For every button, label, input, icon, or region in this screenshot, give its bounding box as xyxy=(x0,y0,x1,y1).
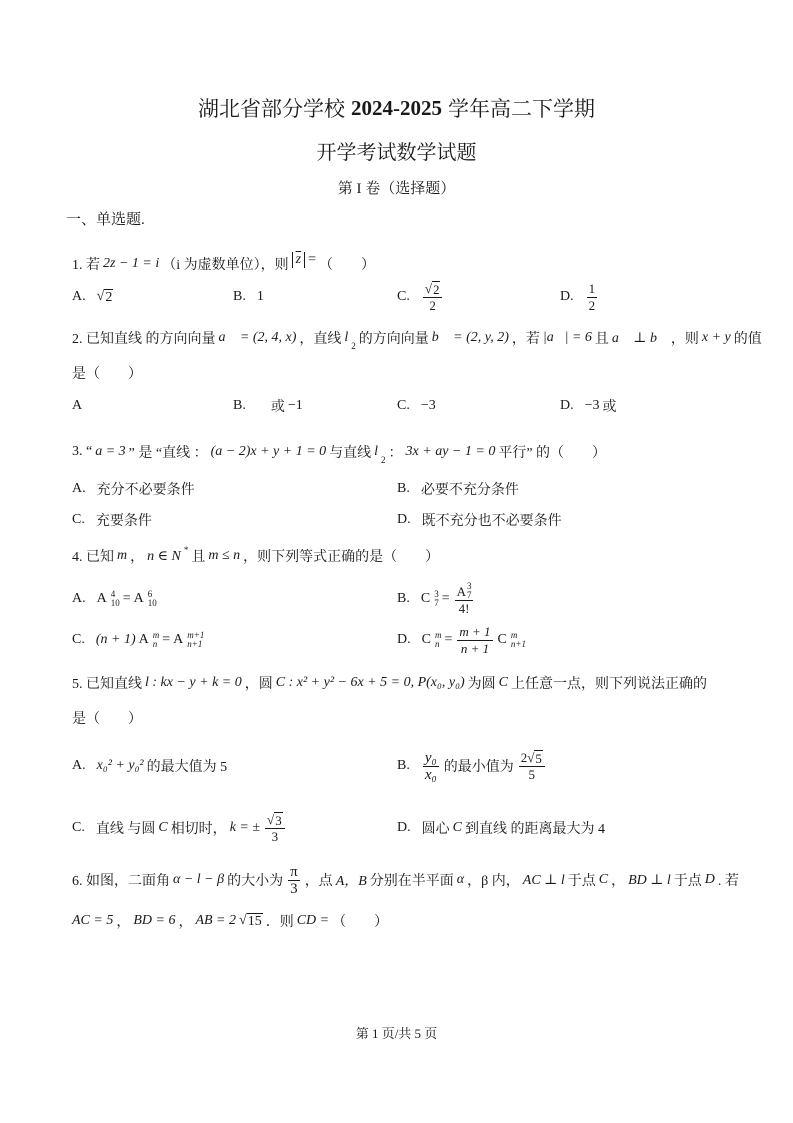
q3-text: 与直线 xyxy=(329,446,372,461)
q4-star: * xyxy=(183,545,189,555)
q6-points: A，B xyxy=(335,874,367,889)
option-label: B. xyxy=(397,481,410,496)
sup-sub xyxy=(435,631,442,649)
q6-text: 于点 xyxy=(567,874,596,889)
fraction-numerator: m + 1 xyxy=(459,623,491,639)
q6-text: 分别在半平面 xyxy=(369,874,454,889)
question-6-continued xyxy=(72,906,388,936)
radicand: 2 xyxy=(105,290,113,305)
combination-symbol: C xyxy=(420,591,431,606)
option-label: A. xyxy=(72,481,86,496)
sqrt-expression xyxy=(97,289,114,305)
fraction xyxy=(519,750,545,783)
q1-equation: 2z − 1 = i xyxy=(103,256,160,271)
q4-set: n ∈ N xyxy=(147,548,181,564)
radicand: 15 xyxy=(247,914,262,929)
subscript: 10 xyxy=(110,598,120,608)
option-text: 相切时， xyxy=(170,822,227,837)
option-text: 直线 与圆 xyxy=(95,822,156,837)
option-label: D. xyxy=(560,398,574,413)
option-text: 既不充分也不必要条件 xyxy=(421,514,562,529)
fraction-denominator: 5 xyxy=(528,766,536,782)
q2-option-a xyxy=(72,389,90,423)
q5-circle-c: C xyxy=(498,675,508,690)
option-text: 圆心 xyxy=(421,822,450,837)
option-value: −1 xyxy=(287,398,303,413)
q3-line-subscript: 2 xyxy=(381,455,386,465)
q2-norm: |a⃗| = 6 xyxy=(542,330,592,345)
q1-lead: 1. 若 xyxy=(72,258,100,273)
question-5-continued xyxy=(72,703,142,733)
superscript: 4 xyxy=(110,589,116,599)
q3-option-a xyxy=(72,472,195,506)
radicand: 3 xyxy=(275,812,282,828)
combination-symbol: C xyxy=(421,632,431,647)
q2-option-c xyxy=(397,389,436,423)
q2-lead: 2. 已知直线 的方向向量 xyxy=(72,332,216,347)
sqrt-sign: √ xyxy=(267,811,275,827)
question-2 xyxy=(72,323,762,353)
fraction-numerator xyxy=(455,582,474,601)
option-label: A xyxy=(72,398,83,413)
option-text: 的最大值为 5 xyxy=(146,760,228,775)
q6-ac-length: AC = 5 xyxy=(72,913,114,928)
sqrt-sign: √ xyxy=(239,913,247,928)
option-label: D. xyxy=(397,512,411,527)
option-label: D. xyxy=(397,820,411,835)
subscript: n xyxy=(152,639,158,649)
radicand: 2 xyxy=(432,281,440,297)
option-text: 到直线 的距离最大为 4 xyxy=(464,822,605,837)
q5-circle-equation: C : x² + y² − 6x + 5 = 0, P(x₀, y₀) xyxy=(275,675,465,690)
sqrt-expression xyxy=(239,913,263,929)
exam-title xyxy=(0,93,793,123)
q6-separator: ， xyxy=(178,915,193,930)
q3-line-l: l xyxy=(374,444,379,459)
q2-sum: x + y xyxy=(701,330,731,345)
q6-text: 的大小为 xyxy=(227,874,284,889)
circle-c: C xyxy=(158,820,168,835)
q2-text: 的方向向量 xyxy=(358,332,429,347)
option-text: 或 xyxy=(270,400,285,415)
subscript: n xyxy=(434,639,440,649)
fraction xyxy=(455,582,474,617)
option-expression: x₀² + y₀² xyxy=(96,758,144,773)
q4-lead: 4. 已知 xyxy=(72,550,114,565)
q6-answer-paren: （ ） xyxy=(332,915,389,930)
question-2-continued xyxy=(72,358,142,388)
exam-subtitle xyxy=(0,135,793,165)
option-value: −3 xyxy=(420,398,436,413)
q5-option-b xyxy=(397,749,547,783)
exam-subtitle-text: 开学考试数学试题 xyxy=(316,141,477,164)
q5-text: 为圆 xyxy=(467,677,496,692)
option-label: B. xyxy=(397,758,410,773)
option-label: C. xyxy=(397,398,410,413)
q4-option-d xyxy=(397,623,526,657)
option-label: C. xyxy=(72,512,85,527)
q2-option-d xyxy=(560,389,617,423)
coefficient: 2 xyxy=(520,749,528,765)
q6-text: . 若 xyxy=(717,874,739,889)
q6-text: ，点 xyxy=(304,874,333,889)
q1-answer-paren: （ ） xyxy=(318,258,375,273)
q2-text: 的值 xyxy=(733,332,762,347)
option-label: B. xyxy=(233,398,246,413)
fraction-denominator: 4! xyxy=(458,600,470,616)
q1-option-a xyxy=(72,280,113,314)
q2-line-l: l xyxy=(344,330,349,345)
page-number: 第 1 页/共 5 页 xyxy=(355,1025,438,1041)
q3-equation-1: (a − 2)x + y + 1 = 0 xyxy=(210,444,327,459)
q1-z-conjugate: $\overline{z}$ xyxy=(295,252,302,267)
fraction-denominator: 3 xyxy=(290,880,298,897)
equals-sign: = xyxy=(444,632,453,647)
q4-comma: ， xyxy=(130,550,145,565)
fraction xyxy=(423,281,443,314)
q6-separator: ， xyxy=(116,915,131,930)
option-label: A. xyxy=(72,591,86,606)
question-5 xyxy=(72,668,707,698)
q6-text: ．则 xyxy=(265,915,294,930)
fraction xyxy=(423,750,439,783)
q5-option-c xyxy=(72,811,287,845)
sqrt-sign: √ xyxy=(424,280,432,296)
circle-c: C xyxy=(452,820,462,835)
option-expression: k = ± xyxy=(229,820,261,835)
q5-lead: 5. 已知直线 xyxy=(72,677,142,692)
q1-equals: = xyxy=(308,252,316,267)
q2-option-b xyxy=(233,389,303,423)
exam-title-term: 学年高二下学期 xyxy=(448,97,595,121)
superscript: m+1 xyxy=(187,630,205,640)
sup-sub xyxy=(148,590,157,608)
superscript: 3 xyxy=(466,580,472,591)
fraction-denominator: 2 xyxy=(429,297,436,313)
q1-note: （i 为虚数单位），则 xyxy=(162,258,289,273)
option-text: 的最小值为 xyxy=(443,760,514,775)
q1-option-d xyxy=(560,280,599,314)
q4-text: ，则下列等式正确的是（ ） xyxy=(243,550,440,565)
radicand: 5 xyxy=(535,750,542,766)
factor: (n + 1) xyxy=(95,632,136,647)
fraction-denominator: x₀ xyxy=(424,766,437,783)
question-1 xyxy=(72,249,375,279)
option-label: A. xyxy=(72,758,86,773)
q6-cd: CD = xyxy=(296,913,330,928)
sup-sub xyxy=(467,582,472,600)
q3-lead: 3. “ xyxy=(72,444,93,459)
equals-sign: = xyxy=(441,591,450,606)
fraction xyxy=(587,281,598,314)
q6-point-c: C xyxy=(598,872,609,887)
question-6 xyxy=(72,863,739,897)
q2-vector-b: b⃗ = (2, y, 2) xyxy=(431,330,509,345)
q6-ab-length: AB = 2 xyxy=(195,913,237,928)
q1-option-b xyxy=(233,280,264,314)
q5-text: ，圆 xyxy=(244,677,273,692)
fraction-denominator: 3 xyxy=(271,828,279,844)
sup-sub xyxy=(434,590,439,608)
combination-symbol: C xyxy=(497,632,507,647)
q6-perpendicular-ac: AC ⊥ l xyxy=(522,872,565,888)
q2-continuation: 是（ ） xyxy=(72,367,142,382)
q5-option-a xyxy=(72,749,227,783)
q2-text: ，若 xyxy=(511,332,540,347)
q4-option-c xyxy=(72,623,204,657)
q2-line-subscript: 2 xyxy=(351,341,356,351)
option-label: B. xyxy=(233,289,246,304)
arrangement-symbol: A xyxy=(96,591,107,606)
q3-option-c xyxy=(72,503,152,537)
q6-lead: 6. 如图，二面角 xyxy=(72,874,170,889)
arrangement-symbol: A xyxy=(456,583,466,599)
option-label: C. xyxy=(72,820,85,835)
arrangement-symbol: A xyxy=(133,591,144,606)
q6-dihedral-angle: α − l − β xyxy=(173,872,225,887)
question-4 xyxy=(72,541,439,571)
q5-continuation: 是（ ） xyxy=(72,712,142,727)
q3-equation-2: 3x + ay − 1 = 0 xyxy=(405,444,496,459)
fraction-numerator xyxy=(265,812,285,829)
q5-line-equation: l : kx − y + k = 0 xyxy=(145,675,242,690)
option-label: D. xyxy=(397,632,411,647)
superscript: m xyxy=(152,630,160,640)
option-label: A. xyxy=(72,289,86,304)
sqrt-sign: √ xyxy=(96,289,105,304)
fraction-numerator: y₀ xyxy=(424,749,437,766)
exam-title-year: 2024-2025 xyxy=(351,95,442,120)
q2-text: ，则 xyxy=(670,332,699,347)
q4-inequality: m ≤ n xyxy=(208,548,241,563)
subscript: n+1 xyxy=(187,639,203,649)
q1-conjugate-modulus xyxy=(292,252,305,268)
subscript: 7 xyxy=(434,598,439,608)
q2-text: ，直线 xyxy=(299,332,342,347)
sup-sub xyxy=(111,590,120,608)
volume-heading-text: 第 I 卷（选择题） xyxy=(337,180,456,197)
sqrt-sign: √ xyxy=(527,749,535,765)
q2-text: 且 xyxy=(594,332,609,347)
q4-m: m xyxy=(117,548,128,563)
fraction xyxy=(265,812,285,845)
q4-text: 且 xyxy=(191,550,206,565)
question-3 xyxy=(72,437,606,467)
q3-text: 平行” 的（ ） xyxy=(498,446,607,461)
q5-option-d xyxy=(397,811,605,845)
q6-comma: ， xyxy=(611,874,626,889)
subscript: 10 xyxy=(147,598,157,608)
q3-colon: ： xyxy=(388,446,403,461)
volume-heading xyxy=(0,172,793,202)
q5-text: 上任意一点，则下列说法正确的 xyxy=(510,677,707,692)
q6-point-d: D xyxy=(704,872,715,887)
option-label: D. xyxy=(560,289,574,304)
option-label: C. xyxy=(72,632,85,647)
q3-condition: a = 3 xyxy=(95,444,126,459)
fraction xyxy=(457,624,492,657)
sup-sub xyxy=(153,631,160,649)
q6-text: ，β 内， xyxy=(467,874,520,889)
option-text: 必要不充分条件 xyxy=(420,483,519,498)
q3-option-b xyxy=(397,472,519,506)
q6-text: 于点 xyxy=(673,874,702,889)
q2-vector-a: a⃗ = (2, 4, x) xyxy=(218,330,297,345)
superscript: m xyxy=(434,630,442,640)
superscript: 3 xyxy=(434,589,439,599)
q3-text: ” 是 “直线 ： xyxy=(128,446,208,461)
section-heading xyxy=(66,203,145,233)
q6-alpha: α xyxy=(456,872,465,887)
option-text: 或 xyxy=(602,400,617,415)
subscript: 7 xyxy=(466,589,472,600)
option-text: 充要条件 xyxy=(95,514,152,529)
q6-perpendicular-bd: BD ⊥ l xyxy=(628,872,671,888)
option-label: B. xyxy=(397,591,410,606)
option-text: 充分不必要条件 xyxy=(96,483,195,498)
fraction-numerator: π xyxy=(290,863,298,880)
exam-title-school: 湖北省部分学校 xyxy=(198,97,345,121)
option-value: −3 xyxy=(584,398,600,413)
fraction xyxy=(288,864,300,897)
option-label: C. xyxy=(397,289,410,304)
fraction-numerator: 1 xyxy=(588,280,596,296)
arrangement-symbol: A xyxy=(138,632,149,647)
superscript: m xyxy=(510,630,518,640)
fraction-denominator: n + 1 xyxy=(460,640,490,656)
q6-bd-length: BD = 6 xyxy=(133,913,176,928)
arrangement-symbol: A xyxy=(173,632,184,647)
option-value: 1 xyxy=(256,289,264,304)
equals-sign: = xyxy=(122,591,131,606)
fraction-numerator xyxy=(519,750,545,767)
sup-sub xyxy=(187,631,204,649)
fraction-numerator xyxy=(423,281,443,298)
fraction-denominator: 2 xyxy=(588,297,596,313)
q4-option-a xyxy=(72,582,157,616)
superscript: 6 xyxy=(147,589,153,599)
page-footer xyxy=(0,1017,793,1047)
section-heading-text: 一、单选题. xyxy=(66,211,145,228)
q2-perpendicular: a⃗ ⊥ b⃗ xyxy=(611,330,668,346)
q3-option-d xyxy=(397,503,562,537)
subscript: n+1 xyxy=(510,639,526,649)
equals-sign: = xyxy=(162,632,171,647)
sup-sub xyxy=(511,631,526,649)
q1-option-c xyxy=(397,280,444,314)
q4-option-b xyxy=(397,582,475,616)
